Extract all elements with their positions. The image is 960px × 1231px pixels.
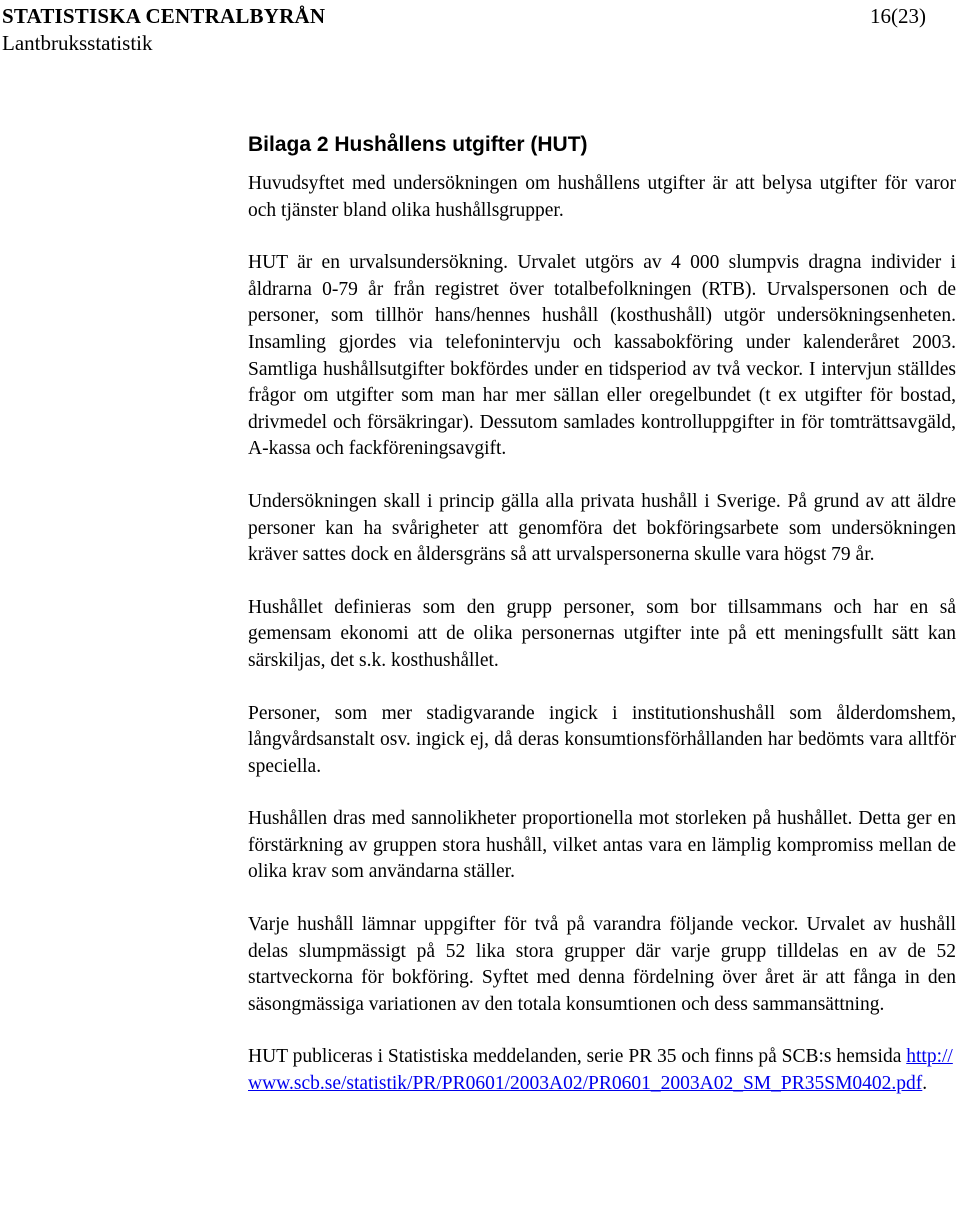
- paragraph-weeks: Varje hushåll lämnar uppgifter för två på varandra följande veckor. Urvalet av hushåll delas slumpmässigt på 52 lika stora grupper där varje grupp tilldelas en av de 52 startveckorna för bokföring. Syftet med denna fördelning över året är att fånga in den säsongmässiga variationen av den totala konsumtionen och dess sammansättning.: [248, 914, 956, 1015]
- document-body: [248, 132, 956, 1098]
- publication-trailing-period: .: [922, 1073, 928, 1095]
- page-number: 16(23): [870, 4, 926, 28]
- paragraph-purpose: Huvudsyftet med undersökningen om hushållens utgifter är att belysa utgifter för varor och tjänster bland olika hushållsgrupper.: [248, 173, 956, 221]
- paragraph-institutions: Personer, som mer stadigvarande ingick i institutionshushåll som ålderdomshem, långvårdsanstalt osv. ingick ej, då deras konsumtionsförhållanden har bedömts vara alltför speciella.: [248, 702, 956, 777]
- paragraph-sampling: HUT är en urvalsundersökning. Urvalet utgörs av 4 000 slumpvis dragna individer i åldrarna 0-79 år från registret över totalbefolkningen (RTB). Urvalspersonen och de personer, som tillhör hans/hennes hushåll (kosthushåll) utgör undersökningsenheten. Insamling gjordes via telefonintervju och kassabokföring under kalenderåret 2003. Samtliga hushållsutgifter bokfördes under en tidsperiod av två veckor. I intervjun ställdes frågor om utgifter som man har mer sällan eller oregelbundet (t ex utgifter för bostad, drivmedel och försäkringar). Dessutom samlades kontrolluppgifter in för tomträttsavgäld, A-kassa och fackföreningsavgift.: [248, 252, 956, 460]
- paragraph-household-definition: Hushållet definieras som den grupp personer, som bor tillsammans och har en så gemensam ekonomi att de olika personernas utgifter inte på ett meningsfullt sätt kan särskiljas, det s.k. kosthushållet.: [248, 596, 956, 671]
- publication-link[interactable]: http://www.scb.se/statistik/PR/PR0601/2003A02/PR0601_2003A02_SM_PR35SM0402.pdf: [248, 1046, 953, 1095]
- department-name: Lantbruksstatistik: [2, 31, 153, 55]
- page-header: [0, 4, 960, 60]
- paragraph-publication: [248, 1044, 956, 1097]
- paragraph-scope: Undersökningen skall i princip gälla alla privata hushåll i Sverige. På grund av att äldre personer kan ha svårigheter att genomföra det bokföringsarbete som undersökningen kräver sattes dock en åldersgräns så att urvalspersonerna skulle vara högst 79 år.: [248, 490, 956, 566]
- paragraph-probabilities: Hushållen dras med sannolikheter proportionella mot storleken på hushållet. Detta ger en förstärkning av gruppen stora hushåll, vilket antas vara en lämplig kompromiss mellan de olika krav som användarna ställer.: [248, 808, 956, 883]
- publication-text: HUT publiceras i Statistiska meddelanden, serie PR 35 och finns på SCB:s hemsida: [248, 1046, 902, 1068]
- organization-name: STATISTISKA CENTRALBYRÅN: [2, 4, 326, 28]
- section-heading: Bilaga 2 Hushållens utgifter (HUT): [248, 133, 588, 156]
